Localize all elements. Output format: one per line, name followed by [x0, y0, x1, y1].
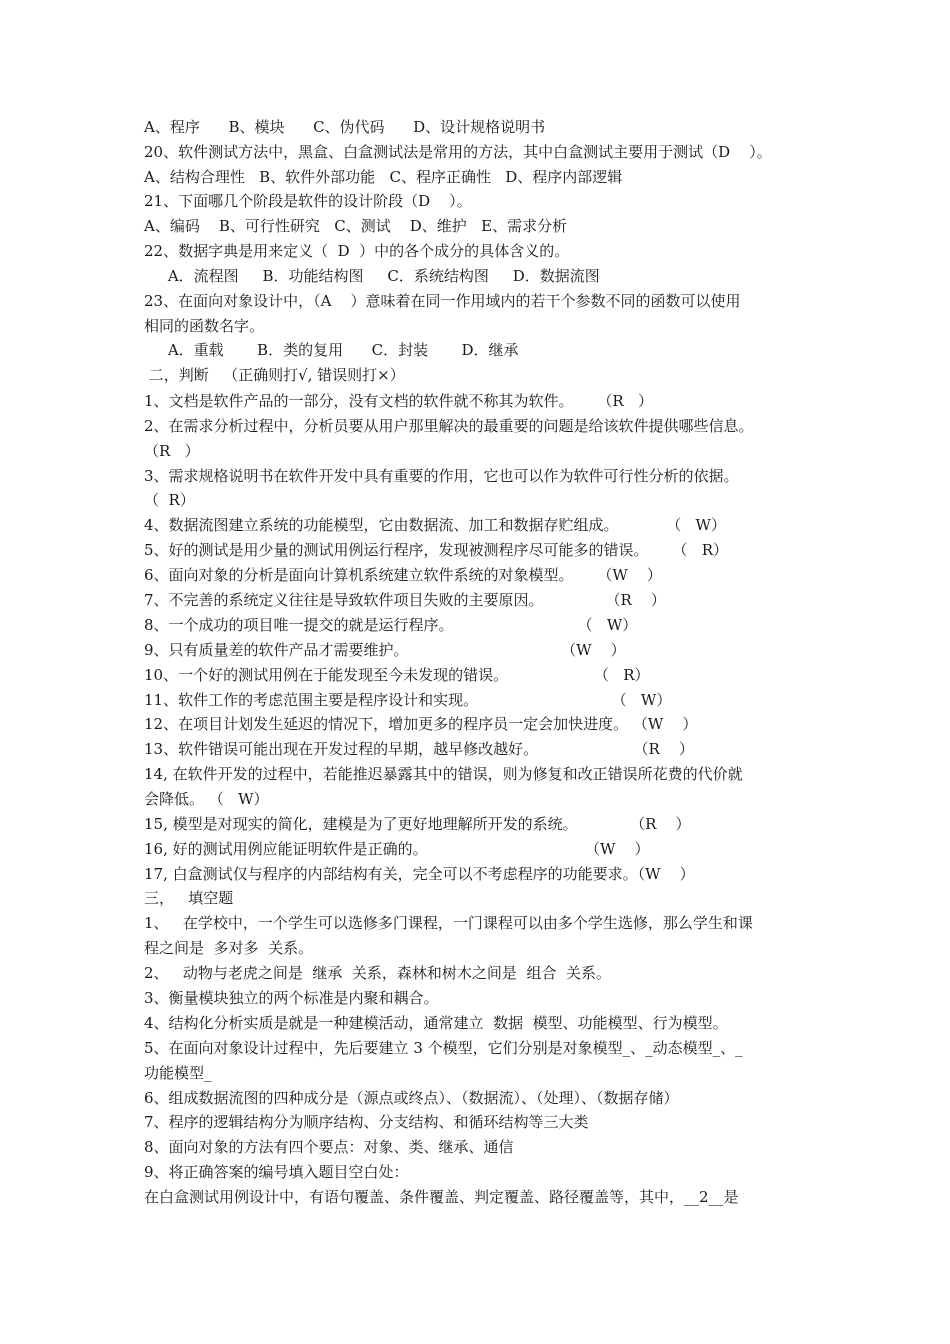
text-line: A、程序 B、模块 C、伪代码 D、设计规格说明书	[144, 118, 546, 136]
text-line: A、编码 B、可行性研究 C、测试 D、维护 E、需求分析	[144, 217, 568, 235]
text-line: 16, 好的测试用例应能证明软件是正确的。 （W ）	[144, 840, 650, 858]
text-line: 12、在项目计划发生延迟的情况下，增加更多的程序员一定会加快进度。 （W ）	[144, 715, 698, 733]
text-line: 15, 模型是对现实的简化，建模是为了更好地理解所开发的系统。 （R ）	[144, 815, 691, 833]
text-line: 程之间是 多对多 关系。	[144, 939, 314, 957]
text-line: 1、 在学校中，一个学生可以选修多门课程，一门课程可以由多个学生选修，那么学生和课	[144, 914, 753, 932]
text-line: 8、面向对象的方法有四个要点：对象、类、继承、通信	[144, 1138, 514, 1156]
text-line: 13、软件错误可能出现在开发过程的早期，越早修改越好。 （R ）	[144, 740, 694, 758]
text-line: 9、将正确答案的编号填入题目空白处：	[144, 1163, 409, 1181]
text-line: 6、组成数据流图的四种成分是（源点或终点）、（数据流）、（处理）、（数据存储）	[144, 1089, 679, 1107]
text-line: 7、程序的逻辑结构分为顺序结构、分支结构、和循环结构等三大类	[144, 1113, 589, 1131]
section-heading: 三， 填空题	[144, 889, 234, 907]
text-line: （ R）	[144, 491, 195, 509]
text-line: 2、 动物与老虎之间是 继承 关系，森林和树木之间是 组合 关系。	[144, 964, 611, 982]
text-line: 9、只有质量差的软件产品才需要维护。 （W ）	[144, 641, 626, 659]
text-line: 21、下面哪几个阶段是软件的设计阶段（D ）。	[144, 192, 472, 210]
text-line: 17, 白盒测试仅与程序的内部结构有关，完全可以不考虑程序的功能要求。（W ）	[144, 865, 695, 883]
section-heading: 二，判断 （正确则打√, 错误则打×）	[144, 366, 405, 384]
text-line: 3、衡量模块独立的两个标准是内聚和耦合。	[144, 989, 439, 1007]
text-line: （R ）	[144, 442, 200, 460]
text-line: 4、数据流图建立系统的功能模型，它由数据流、加工和数据存贮组成。 （ W）	[144, 516, 726, 534]
text-line: 14, 在软件开发的过程中，若能推迟暴露其中的错误，则为修复和改正错误所花费的代价就	[144, 765, 743, 783]
text-line: 在白盒测试用例设计中，有语句覆盖、条件覆盖、判定覆盖、路径覆盖等，其中，__2__是	[144, 1188, 739, 1206]
text-line: 4、结构化分析实质是就是一种建模活动，通常建立 数据 模型、功能模型、行为模型。	[144, 1014, 728, 1032]
text-line: 3、需求规格说明书在软件开发中具有重要的作用，它也可以作为软件可行性分析的依据。	[144, 467, 739, 485]
text-line: A．流程图 B．功能结构图 C．系统结构图 D．数据流图	[144, 267, 600, 285]
text-line: A、结构合理性 B、软件外部功能 C、程序正确性 D、程序内部逻辑	[144, 168, 623, 186]
text-line: 1、文档是软件产品的一部分，没有文档的软件就不称其为软件。 （R ）	[144, 392, 653, 410]
text-line: 10、一个好的测试用例在于能发现至今未发现的错误。 （ R）	[144, 666, 650, 684]
text-line: 会降低。 （ W）	[144, 790, 269, 808]
text-line: 20、软件测试方法中，黑盒、白盒测试法是常用的方法，其中白盒测试主要用于测试（D ）。	[144, 143, 772, 161]
text-line: 11、软件工作的考虑范围主要是程序设计和实现。 （ W）	[144, 691, 672, 709]
text-line: 2、在需求分析过程中，分析员要从用户那里解决的最重要的问题是给该软件提供哪些信息。	[144, 417, 754, 435]
text-line: 22、数据字典是用来定义（ D ）中的各个成分的具体含义的。	[144, 242, 570, 260]
text-line: 23、在面向对象设计中，（A ）意味着在同一作用域内的若干个参数不同的函数可以使用	[144, 292, 741, 310]
text-line: A．重载 B．类的复用 C．封装 D．继承	[144, 341, 519, 359]
text-line: 5、在面向对象设计过程中，先后要建立 3 个模型，它们分别是对象模型_、_动态模型_、_	[144, 1039, 743, 1057]
text-line: 5、好的测试是用少量的测试用例运行程序，发现被测程序尽可能多的错误。 （ R）	[144, 541, 728, 559]
text-line: 7、不完善的系统定义往往是导致软件项目失败的主要原因。 （R ）	[144, 591, 666, 609]
text-line: 8、一个成功的项目唯一提交的就是运行程序。 （ W）	[144, 616, 638, 634]
text-line: 6、面向对象的分析是面向计算机系统建立软件系统的对象模型。 （W ）	[144, 566, 662, 584]
text-line: 功能模型_	[144, 1064, 212, 1082]
text-line: 相同的函数名字。	[144, 317, 265, 335]
